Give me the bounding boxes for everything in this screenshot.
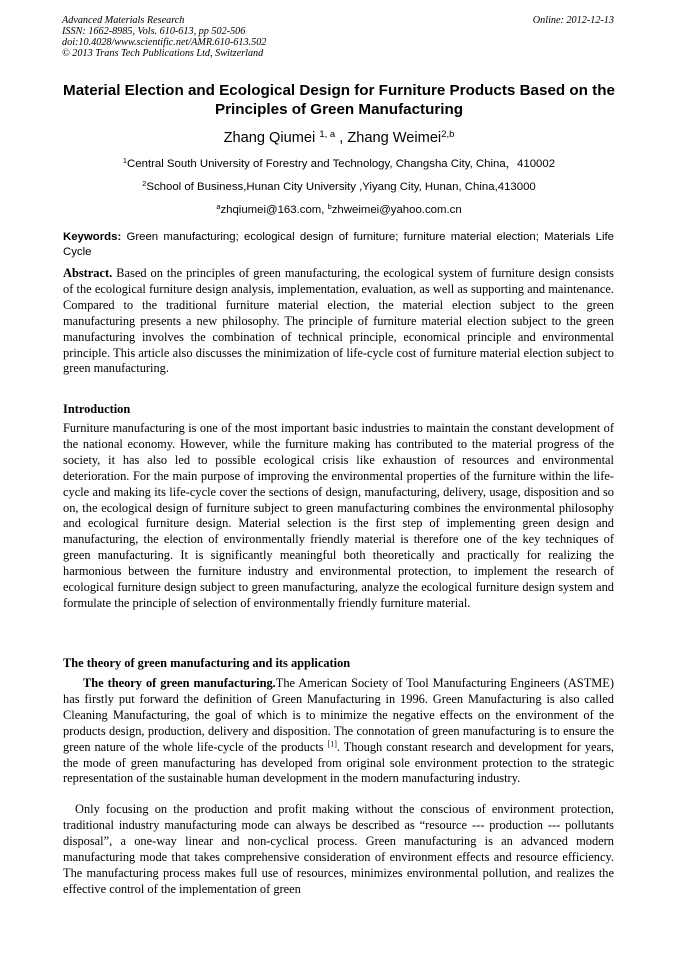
theory-paragraph-1 xyxy=(63,676,614,787)
section-heading-theory: The theory of green manufacturing and its application xyxy=(63,656,351,670)
affiliation-marker: 2 xyxy=(142,178,147,188)
affiliation-line xyxy=(0,180,678,194)
author-affiliation-marker: 2,b xyxy=(441,128,455,140)
author-name: Zhang Qiumei xyxy=(223,130,316,146)
email-address: zhweimei@yahoo.com.cn xyxy=(331,204,462,216)
subsection-lead: The theory of green manufacturing. xyxy=(83,676,276,690)
theory-paragraph-2: Only focusing on the production and profit making without the conscious of environment protection, traditional industry manufacturing mode can always be described as “resource --- production --- pollutants disposal”, a one-way linear and non-cyclical process. Green manufacturing is an advanced modern manufacturing mode that takes comprehensive consideration of environment effects and resource efficiency. The manufacturing process makes full use of resources, minimizes environmental pollution, and realizes the effective control of the implementation of green xyxy=(63,802,614,896)
paragraph-text: . Though constant research and development for years, the mode of green manufacturing has developed from original sole environment protection to the strategic representation of the sustainable human development in the modern manufacturing industry. xyxy=(63,739,614,786)
keywords-label: Keywords: xyxy=(63,231,122,243)
keywords-text: Green manufacturing; ecological design of furniture; furniture material election; Materials Life Cycle xyxy=(63,231,614,258)
author-affiliation-marker: 1, a xyxy=(319,128,336,140)
author-name: Zhang Weimei xyxy=(347,130,442,146)
affiliation-text: School of Business,Hunan City University ,Yiyang City, Hunan, China,413000 xyxy=(146,181,536,193)
affiliation-line xyxy=(0,157,678,171)
introduction-paragraph: Furniture manufacturing is one of the most important basic industries to maintain the constant development of the national economy. However, while the furniture making has contributed to the material progress of the society, it has also led to possible ecological crisis like exhaustion of resources and environmental deterioration. For the main purpose of improving the environmental properties of the furniture within the life-cycle and making its life-cycle cover the sections of design, manufacturing, delivery, usage, disposition and so on, the ecological design of furniture subject to green manufacturing combines the environmental philosophy and ecological furniture design. Material selection is the first step of implementing green design and manufacturing, the election of environmentally friendly material is therefore one of the key techniques of green manufacturing. It is significantly meaningful both theoretically and practically for realizing the harmonious between the furniture industry and environmental protection, to implement the research of ecological furniture design subject to green manufacturing, analyze the ecological furniture design system and formulate the principle of selection of environmentally friendly furniture material. xyxy=(63,421,614,610)
author-list xyxy=(0,129,678,147)
email-marker: a xyxy=(216,201,221,211)
journal-metadata xyxy=(62,15,266,59)
email-line xyxy=(0,203,678,217)
keywords xyxy=(63,230,614,259)
copyright-line: © 2013 Trans Tech Publications Ltd, Switzerland xyxy=(62,48,264,59)
abstract-text: Based on the principles of green manufacturing, the ecological system of furniture design consists of the ecological furniture design analysis, implementation, evaluation, as well as supporting and maintenance. Compared to the traditional furniture material election, the material election subject to the green manufacturing presents a new philosophy. The principle of furniture material election subject to the green manufacturing involves the combination of technical principle, economical principle and environmental principle. This article also discusses the minimization of life-cycle cost of furniture material election subject to green manufacturing. xyxy=(63,266,614,376)
author-separator: , xyxy=(335,130,348,146)
affiliation-marker: 1 xyxy=(122,155,128,165)
paper-title: Material Election and Ecological Design for Furniture Products Based on the Principles of Green Manufacturing xyxy=(63,82,615,118)
affiliation-text: Central South University of Forestry and Technology, Changsha City, China，410002 xyxy=(127,158,556,170)
email-marker: b xyxy=(327,201,332,211)
journal-name: Advanced Materials Research xyxy=(62,15,185,26)
abstract-label: Abstract. xyxy=(63,266,113,280)
online-date: Online: 2012-12-13 xyxy=(532,15,614,26)
section-heading-introduction: Introduction xyxy=(63,402,131,416)
paragraph-text: The American Society of Tool Manufacturing Engineers (ASTME) has firstly put forward the definition of Green Manufacturing in 1996. Green Manufacturing is also called Cleaning Manufacturing, the goal of which is to minimize the negative effects on the environment of the products design, production, delivery and disposition. The connotation of green manufacturing is to ensure the green nature of the whole life-cycle of the products xyxy=(63,676,614,754)
citation-marker: [1] xyxy=(327,739,337,749)
doi-line: doi:10.4028/www.scientific.net/AMR.610-613.502 xyxy=(62,37,267,48)
email-address: zhqiumei@163.com, xyxy=(220,204,328,216)
abstract xyxy=(63,266,614,377)
issn-line: ISSN: 1662-8985, Vols. 610-613, pp 502-506 xyxy=(62,26,246,37)
